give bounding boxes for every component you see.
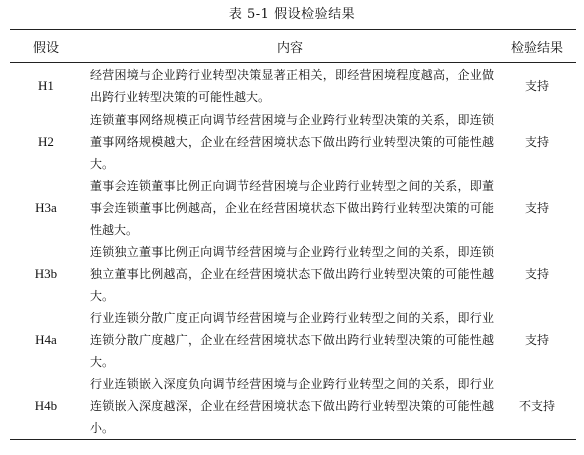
test-result: 支持 [524, 267, 549, 281]
table-row [10, 175, 576, 241]
hypothesis-id: H3a [35, 200, 57, 215]
test-result: 支持 [524, 135, 549, 149]
hypothesis-results-table [10, 29, 576, 440]
hypothesis-content: 行业连锁嵌入深度负向调节经营困境与企业跨行业转型之间的关系，即行业连锁嵌入深度越深，企业在经营困境状态下做出跨行业转型决策的可能性越小。 [82, 373, 498, 440]
table-row [10, 307, 576, 373]
hypothesis-id: H1 [38, 78, 54, 93]
table-header-row [10, 30, 576, 63]
table-row [10, 373, 576, 440]
hypothesis-content: 行业连锁分散广度正向调节经营困境与企业跨行业转型之间的关系，即行业连锁分散广度越广，企业在经营困境状态下做出跨行业转型决策的可能性越大。 [90, 311, 494, 369]
header-hypothesis: 假设 [10, 30, 82, 63]
hypothesis-content: 连锁独立董事比例正向调节经营困境与企业跨行业转型之间的关系，即连锁独立董事比例越高，企业在经营困境状态下做出跨行业转型决策的可能性越大。 [90, 245, 494, 303]
hypothesis-id: H2 [38, 134, 54, 149]
hypothesis-id: H4a [35, 332, 57, 347]
hypothesis-content: 董事会连锁董事比例正向调节经营困境与企业跨行业转型之间的关系，即董事会连锁董事比例越高，企业在经营困境状态下做出跨行业转型决策的可能性越大。 [90, 179, 494, 237]
hypothesis-id: H3b [34, 266, 58, 281]
test-result: 不支持 [498, 373, 576, 440]
header-content: 内容 [82, 30, 498, 63]
table-row [10, 63, 576, 110]
header-result: 检验结果 [498, 30, 576, 63]
hypothesis-content: 经营困境与企业跨行业转型决策显著正相关，即经营困境程度越高，企业做出跨行业转型决策的可能性越大。 [90, 68, 494, 104]
hypothesis-id: H4b [10, 373, 82, 440]
test-result: 支持 [524, 201, 549, 215]
test-result: 支持 [524, 333, 549, 347]
table-caption: 表 5-1 假设检验结果 [228, 7, 356, 22]
table-row [10, 109, 576, 175]
table-row [10, 241, 576, 307]
test-result: 支持 [524, 79, 549, 93]
hypothesis-content: 连锁董事网络规模正向调节经营困境与企业跨行业转型决策的关系，即连锁董事网络规模越大，企业在经营困境状态下做出跨行业转型决策的可能性越大。 [90, 113, 494, 171]
